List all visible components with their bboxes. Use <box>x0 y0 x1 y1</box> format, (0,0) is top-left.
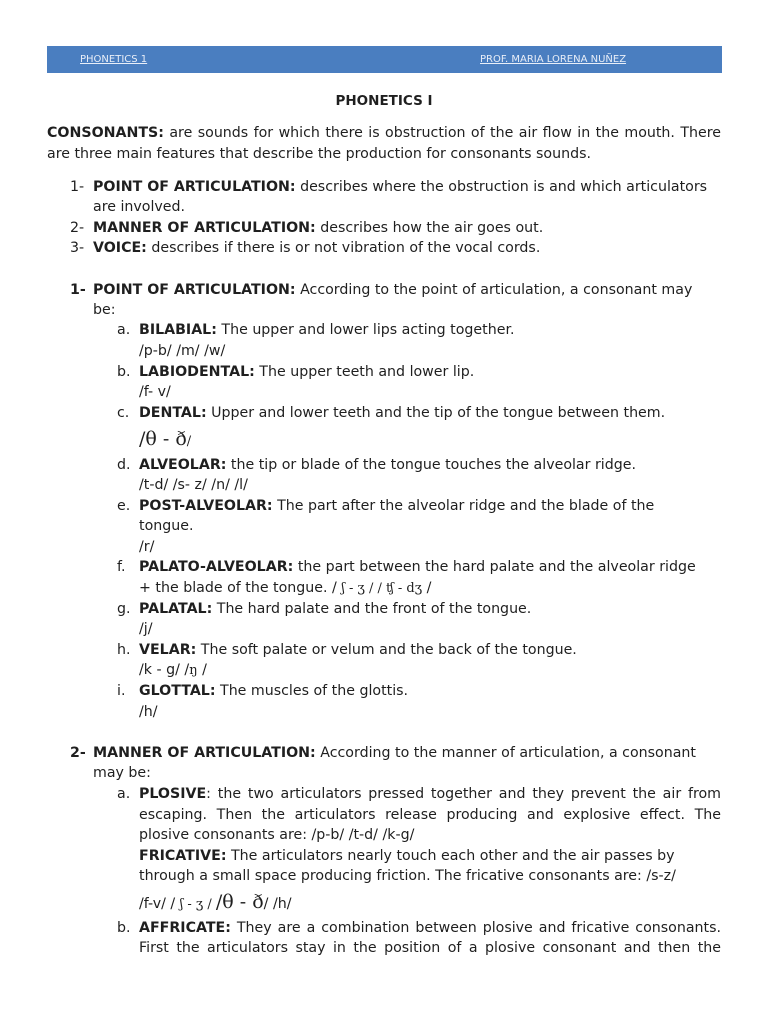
section-1-label: POINT OF ARTICULATION: <box>93 282 296 298</box>
fricative-line-1: FRICATIVE: The articulators nearly touch each other and the air passes by <box>139 848 675 864</box>
item-bilabial: BILABIAL: The upper and lower lips acting together. <box>139 322 515 338</box>
item-h-letter: h. <box>117 642 131 658</box>
feature-3-number: 3- <box>70 240 85 256</box>
post-alveolar-sounds: /r/ <box>139 539 155 555</box>
dental-sounds: /θ - ð/ <box>139 428 192 450</box>
header-course-title: PHONETICS 1 <box>80 54 148 65</box>
palatal-label: PALATAL: <box>139 601 213 617</box>
intro-text-1: are sounds for which there is obstruction of the air flow in the mouth. There <box>163 125 721 141</box>
labiodental-sounds: /f- v/ <box>139 384 171 400</box>
header-professor-name: PROF. MARIA LORENA NUÑEZ <box>480 54 627 65</box>
item-glottal: GLOTTAL: The muscles of the glottis. <box>139 683 409 699</box>
bilabial-sounds: /p-b/ /m/ /w/ <box>139 343 226 359</box>
feature-1-line-2: are involved. <box>93 199 186 215</box>
section-2-label: MANNER OF ARTICULATION: <box>93 745 316 761</box>
affricate-line-2: First the articulators stay in the position of a plosive consonant and then the <box>139 940 721 956</box>
section-2-heading: MANNER OF ARTICULATION: According to the manner of articulation, a consonant <box>93 745 696 761</box>
header-band <box>47 46 722 73</box>
post-alveolar-label: POST-ALVEOLAR: <box>139 498 273 514</box>
item-post-alveolar: POST-ALVEOLAR: The part after the alveolar ridge and the blade of the <box>139 498 655 514</box>
fricative-line-3: /f-v/ / ʃ - ʒ / /θ - ð/ /h/ <box>139 891 292 913</box>
glottal-sounds: /h/ <box>139 704 158 720</box>
page-title: PHONETICS I <box>335 93 433 109</box>
item-palato-alveolar: PALATO-ALVEOLAR: the part between the hard palate and the alveolar ridge <box>139 559 696 575</box>
feature-3-line: VOICE: describes if there is or not vibration of the vocal cords. <box>93 240 541 256</box>
affricate-label: AFFRICATE: <box>139 920 231 936</box>
item-2b-letter: b. <box>117 920 131 936</box>
feature-3-label: VOICE: <box>93 240 147 256</box>
post-alveolar-desc-cont: tongue. <box>139 518 194 534</box>
item-velar: VELAR: The soft palate or velum and the back of the tongue. <box>139 642 577 658</box>
intro-label: CONSONANTS: <box>47 125 164 141</box>
feature-1-line-1: POINT OF ARTICULATION: describes where the obstruction is and which articulators <box>93 179 708 195</box>
item-f-letter: f. <box>117 559 126 575</box>
palato-alveolar-label: PALATO-ALVEOLAR: <box>139 559 294 575</box>
intro-line-1 <box>47 123 721 144</box>
item-d-letter: d. <box>117 457 131 473</box>
dental-label: DENTAL: <box>139 405 207 421</box>
section-1-heading-cont: be: <box>93 302 116 318</box>
fricative-label: FRICATIVE: <box>139 848 227 864</box>
item-i-letter: i. <box>117 683 126 699</box>
item-e-letter: e. <box>117 498 131 514</box>
alveolar-label: ALVEOLAR: <box>139 457 227 473</box>
glottal-label: GLOTTAL: <box>139 683 216 699</box>
item-alveolar: ALVEOLAR: the tip or blade of the tongue touches the alveolar ridge. <box>139 457 636 473</box>
velar-label: VELAR: <box>139 642 197 658</box>
affricate-line-1: AFFRICATE: They are a combination between plosive and fricative consonants. <box>139 920 721 936</box>
feature-2-label: MANNER OF ARTICULATION: <box>93 220 316 236</box>
section-2-number: 2- <box>70 745 86 761</box>
velar-sounds: /k - g/ /ŋ / <box>139 662 207 678</box>
bilabial-label: BILABIAL: <box>139 322 217 338</box>
alveolar-sounds: /t-d/ /s- z/ /n/ /l/ <box>139 477 248 493</box>
feature-2-line: MANNER OF ARTICULATION: describes how the air goes out. <box>93 220 544 236</box>
feature-1-number: 1- <box>70 179 85 195</box>
item-labiodental: LABIODENTAL: The upper teeth and lower lip. <box>139 364 475 380</box>
item-b-letter: b. <box>117 364 131 380</box>
palatal-sounds: /j/ <box>139 621 153 637</box>
feature-2-number: 2- <box>70 220 85 236</box>
section-2-heading-cont: may be: <box>93 765 151 781</box>
item-palatal: PALATAL: The hard palate and the front of the tongue. <box>139 601 532 617</box>
feature-1-label: POINT OF ARTICULATION: <box>93 179 296 195</box>
labiodental-label: LABIODENTAL: <box>139 364 255 380</box>
plosive-line-1: PLOSIVE: the two articulators pressed together and they prevent the air from <box>139 786 721 802</box>
section-1-number: 1- <box>70 282 86 298</box>
item-a-letter: a. <box>117 322 131 338</box>
item-g-letter: g. <box>117 601 131 617</box>
fricative-line-2: through a small space producing friction. The fricative consonants are: /s-z/ <box>139 868 676 884</box>
intro-line-2: are three main features that describe the production for consonants sounds. <box>47 146 591 162</box>
plosive-line-3: plosive consonants are: /p-b/ /t-d/ /k-g/ <box>139 827 415 843</box>
plosive-label: PLOSIVE <box>139 786 207 802</box>
item-dental: DENTAL: Upper and lower teeth and the tip of the tongue between them. <box>139 405 666 421</box>
item-2a-letter: a. <box>117 786 131 802</box>
palato-alveolar-desc-cont: + the blade of the tongue. / ʃ - ʒ / / ʧ - dʒ / <box>139 580 432 596</box>
plosive-line-2: escaping. Then the articulators release producing and explosive effect. The <box>139 807 721 823</box>
item-c-letter: c. <box>117 405 130 421</box>
section-1-heading: POINT OF ARTICULATION: According to the point of articulation, a consonant may <box>93 282 693 298</box>
